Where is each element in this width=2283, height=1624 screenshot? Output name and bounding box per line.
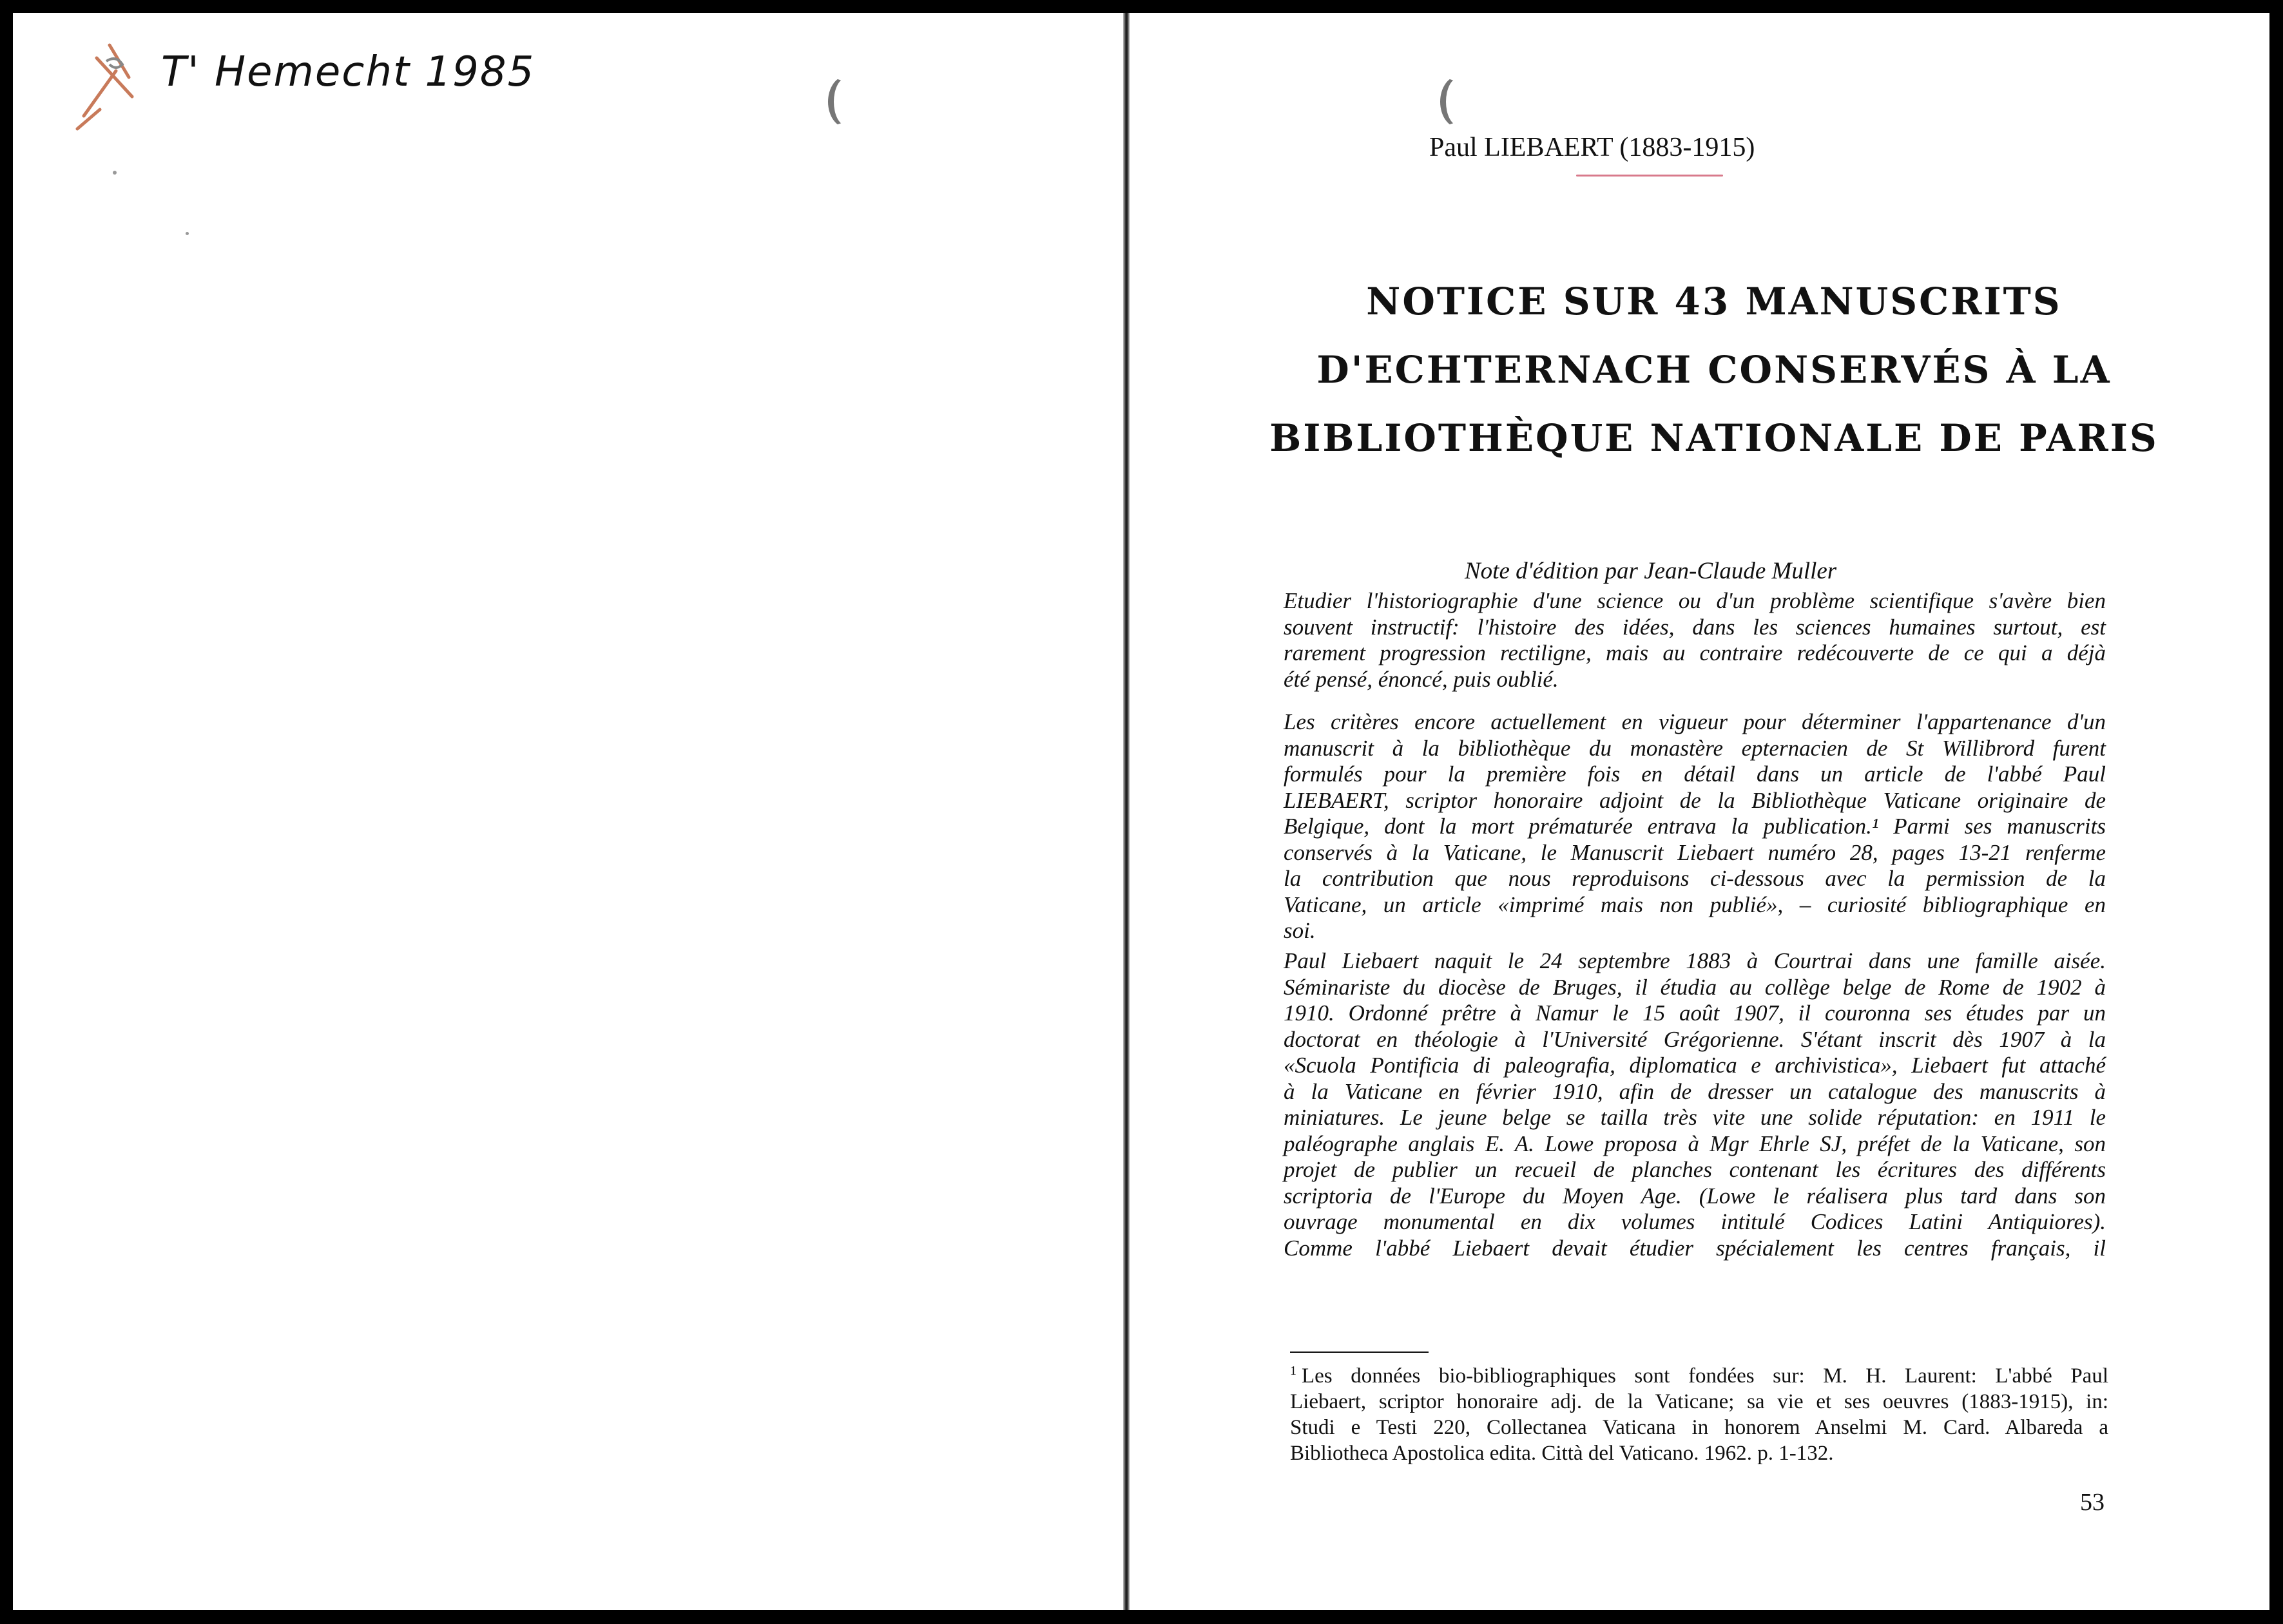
note-heading: Note d'édition par Jean-Claude Muller bbox=[1465, 558, 1837, 584]
text-line: 1910. Ordonné prêtre à Namur le 15 août 1907, il couronna ses études par un bbox=[1284, 1000, 2106, 1026]
text-line: Etudier l'historiographie d'une science ou d'un problème scientifique s'avère bien bbox=[1284, 588, 2106, 613]
footnote-mark: 1 bbox=[1290, 1364, 1296, 1378]
text-line: Comme l'abbé Liebaert devait étudier spécialement les centres français, il bbox=[1284, 1235, 2106, 1261]
text-line: LIEBAERT, scriptor honoraire adjoint de la Bibliothèque Vaticane originaire de bbox=[1284, 787, 2106, 813]
text-line: Vaticane, un article «imprimé mais non publié», – curiosité bibliographique en bbox=[1284, 892, 2106, 917]
text-line: manuscrit à la bibliothèque du monastère epternacien de St Willibrord furent bbox=[1284, 735, 2106, 761]
handwritten-note: T' Hemecht 1985 bbox=[161, 48, 535, 96]
paper-sheet bbox=[13, 13, 2269, 1610]
text-line: été pensé, énoncé, puis oublié. bbox=[1284, 666, 1559, 692]
paper-speck bbox=[113, 171, 117, 175]
footnote-line: Liebaert, scriptor honoraire adj. de la Vaticane; sa vie et ses oeuvres (1883-1915), in: bbox=[1290, 1390, 2108, 1413]
text-line: ouvrage monumental en dix volumes intitulé Codices Latini Antiquiores). bbox=[1284, 1209, 2106, 1234]
text-line: soi. bbox=[1284, 918, 1316, 943]
title-line: BIBLIOTHÈQUE NATIONALE DE PARIS bbox=[1269, 416, 2159, 460]
running-head bbox=[1429, 132, 1945, 163]
title-line: NOTICE SUR 43 MANUSCRITS bbox=[1366, 280, 2062, 323]
text-line: «Scuola Pontificia di paleografia, diplomatica e archivistica», Liebaert fut attaché bbox=[1284, 1053, 2106, 1078]
text-line: Séminariste du diocèse de Bruges, il étudia au collège belge de Rome de 1902 à bbox=[1284, 974, 2106, 1000]
running-head-text: Paul LIEBAERT (1883-1915) bbox=[1429, 133, 1755, 162]
paragraph-2 bbox=[1284, 709, 2106, 944]
footnote-line bbox=[1290, 1358, 2108, 1389]
text-line: la contribution que nous reproduisons ci-dessous avec la permission de la bbox=[1284, 866, 2106, 891]
title-line: D'ECHTERNACH CONSERVÉS À LA bbox=[1316, 348, 2112, 392]
text-line: scriptoria de l'Europe du Moyen Age. (Lowe le réalisera plus tard dans son bbox=[1284, 1183, 2106, 1208]
punch-hole-icon bbox=[828, 76, 865, 128]
page-number: 53 bbox=[2080, 1489, 2105, 1516]
pen-underline bbox=[1576, 175, 1723, 177]
book-gutter bbox=[1123, 13, 1130, 1610]
footnote-line-text: Les données bio-bibliographiques sont fondées sur: M. H. Laurent: L'abbé Paul bbox=[1302, 1364, 2108, 1388]
text-line: projet de publier un recueil de planches contenant les écritures des différents bbox=[1284, 1157, 2106, 1182]
text-line: conservés à la Vaticane, le Manuscrit Liebaert numéro 28, pages 13-21 renferme bbox=[1284, 839, 2106, 865]
text-line: miniatures. Le jeune belge se tailla très vite une solide réputation: en 1911 le bbox=[1284, 1105, 2106, 1130]
paragraph-1 bbox=[1284, 588, 2106, 693]
text-line: souvent instructif: l'histoire des idées, dans les sciences humaines surtout, est bbox=[1284, 614, 2106, 640]
text-line: Belgique, dont la mort prématurée entrava la publication.¹ Parmi ses manuscrits bbox=[1284, 814, 2106, 839]
footnote bbox=[1290, 1358, 2108, 1466]
article-title bbox=[1263, 267, 2165, 472]
text-line: paléographe anglais E. A. Lowe proposa à Mgr Ehrle SJ, préfet de la Vaticane, son bbox=[1284, 1131, 2106, 1156]
footnote-rule bbox=[1290, 1352, 1429, 1353]
text-line: à la Vaticane en février 1910, afin de dresser un catalogue des manuscrits à bbox=[1284, 1078, 2106, 1104]
punch-hole-icon bbox=[1440, 76, 1477, 128]
footnote-line: Bibliotheca Apostolica edita. Città del Vaticano. 1962. p. 1-132. bbox=[1290, 1442, 1834, 1465]
text-line: Les critères encore actuellement en vigueur pour déterminer l'appartenance d'un bbox=[1284, 709, 2106, 734]
text-line: formulés pour la première fois en détail dans un article de l'abbé Paul bbox=[1284, 761, 2106, 787]
footnote-line: Studi e Testi 220, Collectanea Vaticana in honorem Anselmi M. Card. Albareda a bbox=[1290, 1416, 2108, 1439]
handwritten-scribble-mark bbox=[71, 32, 168, 142]
paper-speck bbox=[186, 232, 189, 235]
paragraph-3 bbox=[1284, 948, 2106, 1261]
text-line: Paul Liebaert naquit le 24 septembre 1883 à Courtrai dans une famille aisée. bbox=[1284, 948, 2106, 973]
text-line: doctorat en théologie à l'Université Grégorienne. S'étant inscrit dès 1907 à la bbox=[1284, 1026, 2106, 1052]
text-line: rarement progression rectiligne, mais au contraire redécouverte de ce qui a déjà bbox=[1284, 640, 2106, 665]
